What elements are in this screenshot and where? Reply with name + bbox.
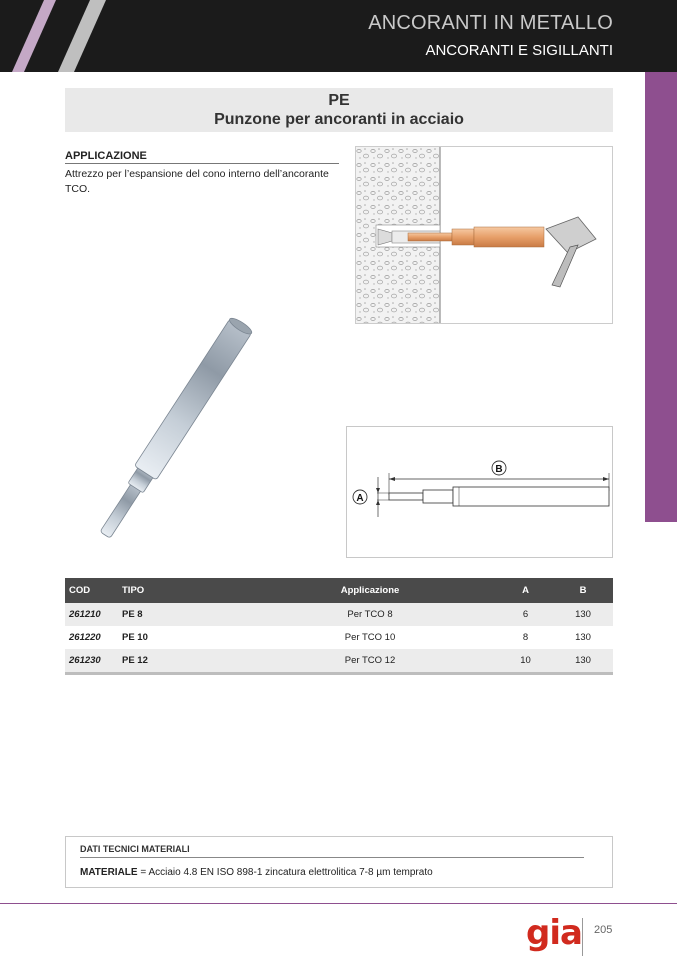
technical-data-heading: DATI TECNICI MATERIALI — [80, 844, 584, 858]
chapter-side-tab — [645, 72, 677, 522]
cell-tipo: PE 10 — [122, 632, 148, 643]
cell-a: 8 — [522, 632, 529, 643]
cell-tipo: PE 12 — [122, 655, 148, 666]
section-subtitle: ANCORANTI E SIGILLANTI — [425, 42, 613, 59]
table-row — [65, 626, 613, 649]
product-title-box — [65, 88, 613, 132]
cell-cod: 261230 — [69, 655, 101, 666]
col-header-b: B — [579, 585, 587, 596]
cell-tipo: PE 8 — [122, 609, 143, 620]
cell-applicazione: Per TCO 8 — [347, 609, 393, 620]
material-line — [80, 867, 433, 878]
col-header-cod: COD — [69, 585, 91, 596]
application-illustration-drawing — [356, 147, 613, 324]
cell-a: 6 — [522, 609, 529, 620]
application-text: Attrezzo per l’espansione del cono interno dell’ancorante TCO. — [65, 168, 329, 195]
cell-cod: 261210 — [69, 609, 101, 620]
dimension-label-a: A — [356, 493, 364, 504]
punch-product-photo — [65, 250, 355, 550]
product-name: Punzone per ancoranti in acciaio — [214, 111, 464, 128]
dimension-drawing — [346, 426, 613, 558]
application-heading: APPLICAZIONE — [65, 150, 339, 164]
cell-applicazione: Per TCO 10 — [344, 632, 396, 643]
table-row — [65, 649, 613, 672]
footer-separator — [582, 918, 583, 956]
cell-applicazione: Per TCO 12 — [344, 655, 396, 666]
section-title: ANCORANTI IN METALLO — [368, 12, 613, 34]
dimension-drawing-svg — [347, 427, 614, 559]
col-header-a: A — [522, 585, 529, 596]
page-number: 205 — [594, 924, 613, 936]
header-stripes-decoration — [0, 0, 120, 72]
material-value: = Acciaio 4.8 EN ISO 898-1 zincatura elettrolitica 7-8 µm temprato — [137, 867, 433, 878]
cell-b: 130 — [575, 632, 591, 643]
table-header-row — [65, 578, 613, 603]
cell-cod: 261220 — [69, 632, 101, 643]
material-label: MATERIALE — [80, 867, 138, 878]
table-row — [65, 603, 613, 626]
footer-rule — [0, 903, 677, 904]
technical-data-box — [65, 836, 613, 888]
brand-logo: gia — [526, 913, 582, 953]
cell-b: 130 — [575, 609, 591, 620]
cell-a: 10 — [520, 655, 531, 666]
product-table — [65, 578, 613, 672]
cell-b: 130 — [575, 655, 591, 666]
header-band — [0, 0, 677, 72]
table-bottom-rule — [65, 672, 613, 675]
application-illustration — [355, 146, 613, 324]
col-header-tipo: TIPO — [122, 585, 145, 596]
col-header-applicazione: Applicazione — [340, 585, 400, 596]
dimension-label-b: B — [495, 464, 503, 475]
product-code: PE — [328, 92, 350, 109]
